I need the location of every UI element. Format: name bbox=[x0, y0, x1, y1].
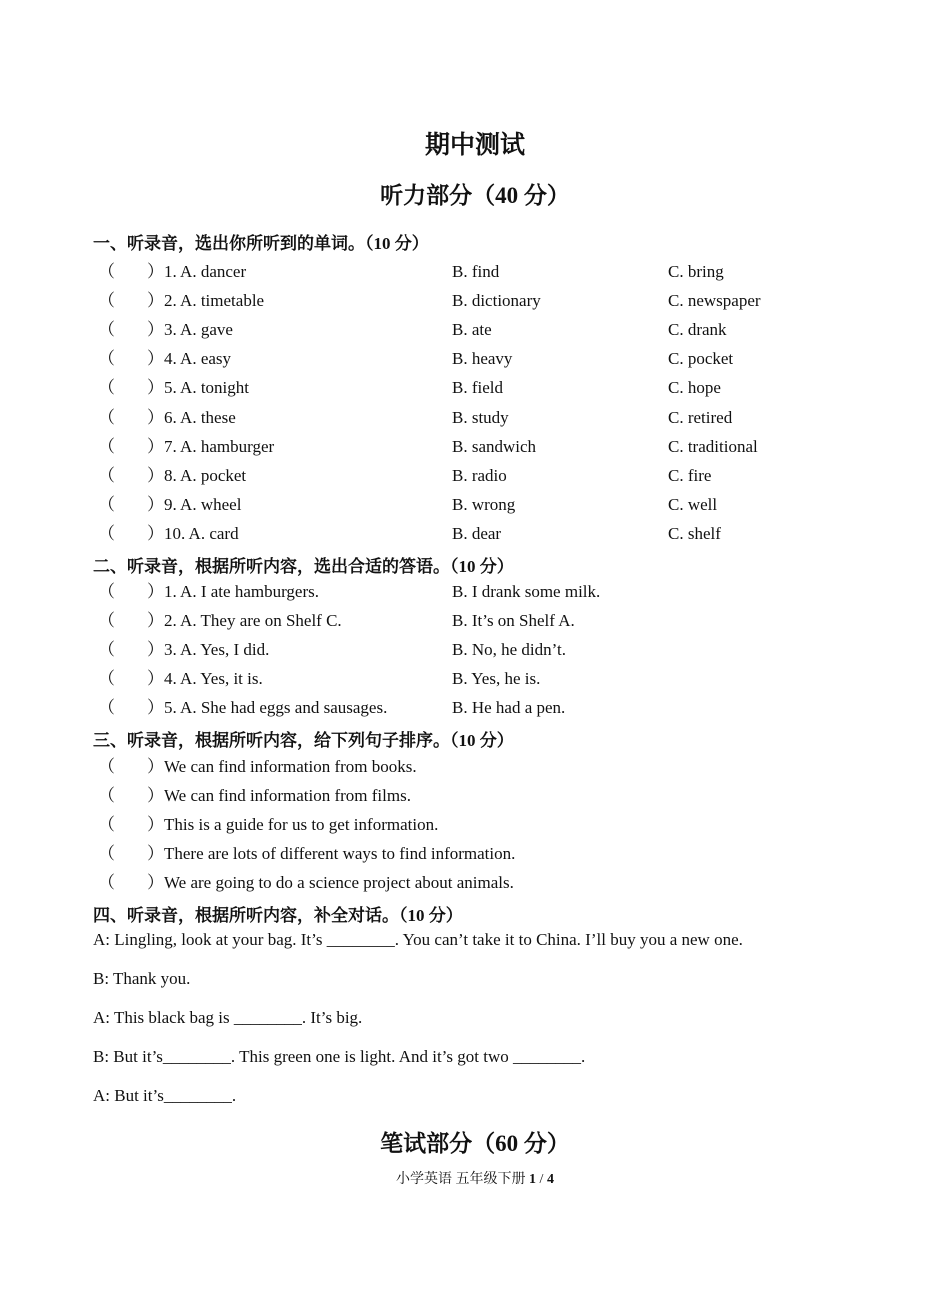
question-row bbox=[0, 668, 950, 697]
question-row bbox=[0, 407, 950, 436]
option-b: B. I drank some milk. bbox=[452, 582, 601, 601]
option-a: 7. A. hamburger bbox=[164, 436, 275, 456]
dialogue-line: A: But it’s________. bbox=[93, 1086, 237, 1105]
answer-bracket-close: ） bbox=[147, 320, 164, 340]
question-row bbox=[0, 377, 950, 406]
option-b: B. sandwich bbox=[452, 436, 537, 456]
footer-separator: / bbox=[539, 1172, 544, 1187]
option-a: 2. A. They are on Shelf C. bbox=[164, 611, 342, 631]
option-a: 3. A. gave bbox=[164, 320, 233, 340]
answer-bracket-open: （ bbox=[98, 465, 115, 485]
question-row bbox=[0, 465, 950, 494]
option-c: C. well bbox=[668, 494, 718, 514]
answer-bracket-open: （ bbox=[98, 640, 115, 660]
option-a: 5. A. tonight bbox=[164, 378, 250, 398]
answer-bracket-close: ） bbox=[147, 698, 164, 718]
sentence-item: We are going to do a science project about animals. bbox=[164, 873, 514, 893]
answer-bracket-open: （ bbox=[98, 349, 115, 369]
option-b: B. study bbox=[452, 407, 509, 427]
question-row bbox=[0, 872, 950, 901]
option-c: C. bring bbox=[668, 262, 724, 281]
option-c: C. hope bbox=[668, 378, 721, 398]
answer-bracket-open: （ bbox=[98, 669, 115, 689]
answer-bracket-close: ） bbox=[147, 291, 164, 311]
question-row bbox=[0, 581, 950, 610]
question-row bbox=[0, 523, 950, 552]
answer-bracket-open: （ bbox=[98, 262, 115, 281]
answer-bracket-open: （ bbox=[98, 815, 115, 835]
exam-title: 期中测试 bbox=[424, 132, 525, 159]
answer-bracket-open: （ bbox=[98, 611, 115, 631]
answer-bracket-close: ） bbox=[147, 494, 164, 514]
answer-bracket-close: ） bbox=[147, 815, 164, 835]
option-c: C. shelf bbox=[668, 523, 721, 543]
question-row bbox=[0, 843, 950, 872]
footer-subject: 小学英语 五年级下册 bbox=[396, 1172, 526, 1187]
question-row bbox=[0, 348, 950, 377]
answer-bracket-open: （ bbox=[98, 320, 115, 340]
question-row bbox=[0, 261, 950, 290]
answer-bracket-open: （ bbox=[98, 291, 115, 311]
question-row bbox=[0, 319, 950, 348]
option-a: 2. A. timetable bbox=[164, 291, 265, 311]
answer-bracket-open: （ bbox=[98, 786, 115, 806]
section1-heading: 一、听录音，选出你所听到的单词。（10 分） bbox=[93, 234, 429, 253]
footer-page-number: 1 bbox=[529, 1172, 537, 1187]
option-a: 8. A. pocket bbox=[164, 465, 247, 485]
answer-bracket-open: （ bbox=[98, 523, 115, 543]
option-b: B. find bbox=[452, 262, 500, 281]
writing-part-title: 笔试部分（60 分） bbox=[380, 1131, 570, 1156]
answer-bracket-open: （ bbox=[98, 407, 115, 427]
answer-bracket-close: ） bbox=[147, 262, 164, 281]
answer-bracket-close: ） bbox=[147, 757, 164, 776]
question-row bbox=[0, 814, 950, 843]
sentence-item: We can find information from films. bbox=[164, 786, 411, 806]
option-b: B. dear bbox=[452, 523, 502, 543]
option-a: 4. A. Yes, it is. bbox=[164, 669, 263, 689]
answer-bracket-close: ） bbox=[147, 844, 164, 864]
option-b: B. Yes, he is. bbox=[452, 669, 541, 689]
dialogue-line: A: This black bag is ________. It’s big. bbox=[93, 1008, 363, 1027]
question-row bbox=[0, 697, 950, 726]
option-a: 9. A. wheel bbox=[164, 494, 242, 514]
answer-bracket-close: ） bbox=[147, 523, 164, 543]
answer-bracket-open: （ bbox=[98, 378, 115, 398]
answer-bracket-close: ） bbox=[147, 669, 164, 689]
answer-bracket-close: ） bbox=[147, 436, 164, 456]
answer-bracket-close: ） bbox=[147, 873, 164, 893]
answer-bracket-open: （ bbox=[98, 873, 115, 893]
option-c: C. traditional bbox=[668, 436, 758, 456]
option-b: B. No, he didn’t. bbox=[452, 640, 566, 660]
page-footer bbox=[0, 1168, 950, 1188]
question-row bbox=[0, 436, 950, 465]
sentence-item: We can find information from books. bbox=[164, 757, 417, 776]
answer-bracket-close: ） bbox=[147, 407, 164, 427]
answer-bracket-close: ） bbox=[147, 378, 164, 398]
listening-part-title: 听力部分（40 分） bbox=[380, 183, 570, 208]
dialogue-line: B: But it’s________. This green one is light. And it’s got two ________. bbox=[93, 1047, 586, 1066]
option-b: B. radio bbox=[452, 465, 507, 485]
section3-heading: 三、听录音，根据所听内容，给下列句子排序。（10 分） bbox=[93, 731, 514, 750]
dialogue-line: A: Lingling, look at your bag. It’s ________. You can’t take it to China. I’ll buy you a new one. bbox=[93, 930, 743, 949]
question-row bbox=[0, 610, 950, 639]
answer-bracket-close: ） bbox=[147, 786, 164, 806]
option-c: C. retired bbox=[668, 407, 733, 427]
answer-bracket-open: （ bbox=[98, 844, 115, 864]
question-row bbox=[0, 494, 950, 523]
option-b: B. heavy bbox=[452, 349, 513, 369]
option-c: C. newspaper bbox=[668, 291, 761, 311]
question-row bbox=[0, 756, 950, 785]
option-a: 1. A. I ate hamburgers. bbox=[164, 582, 320, 601]
answer-bracket-open: （ bbox=[98, 582, 115, 601]
section4-heading: 四、听录音，根据所听内容，补全对话。（10 分） bbox=[93, 906, 463, 925]
option-b: B. He had a pen. bbox=[452, 698, 566, 718]
answer-bracket-close: ） bbox=[147, 582, 164, 601]
option-a: 4. A. easy bbox=[164, 349, 232, 369]
footer-total-pages: 4 bbox=[546, 1172, 554, 1187]
option-b: B. It’s on Shelf A. bbox=[452, 611, 575, 631]
question-row bbox=[0, 290, 950, 319]
option-b: B. ate bbox=[452, 320, 492, 340]
option-c: C. pocket bbox=[668, 349, 734, 369]
section2-heading: 二、听录音，根据所听内容，选出合适的答语。（10 分） bbox=[93, 557, 514, 576]
option-a: 5. A. She had eggs and sausages. bbox=[164, 698, 388, 718]
option-a: 10. A. card bbox=[164, 523, 239, 543]
question-row bbox=[0, 639, 950, 668]
answer-bracket-close: ） bbox=[147, 349, 164, 369]
option-c: C. drank bbox=[668, 320, 727, 340]
answer-bracket-open: （ bbox=[98, 757, 115, 776]
option-b: B. dictionary bbox=[452, 291, 541, 311]
answer-bracket-open: （ bbox=[98, 698, 115, 718]
sentence-item: This is a guide for us to get information. bbox=[164, 815, 439, 835]
answer-bracket-close: ） bbox=[147, 640, 164, 660]
answer-bracket-open: （ bbox=[98, 494, 115, 514]
option-c: C. fire bbox=[668, 465, 712, 485]
option-a: 1. A. dancer bbox=[164, 262, 247, 281]
dialogue-line: B: Thank you. bbox=[93, 969, 191, 988]
answer-bracket-close: ） bbox=[147, 465, 164, 485]
answer-bracket-open: （ bbox=[98, 436, 115, 456]
option-a: 6. A. these bbox=[164, 407, 236, 427]
answer-bracket-close: ） bbox=[147, 611, 164, 631]
sentence-item: There are lots of different ways to find information. bbox=[164, 844, 516, 864]
question-row bbox=[0, 785, 950, 814]
option-b: B. field bbox=[452, 378, 503, 398]
option-a: 3. A. Yes, I did. bbox=[164, 640, 270, 660]
option-b: B. wrong bbox=[452, 494, 516, 514]
